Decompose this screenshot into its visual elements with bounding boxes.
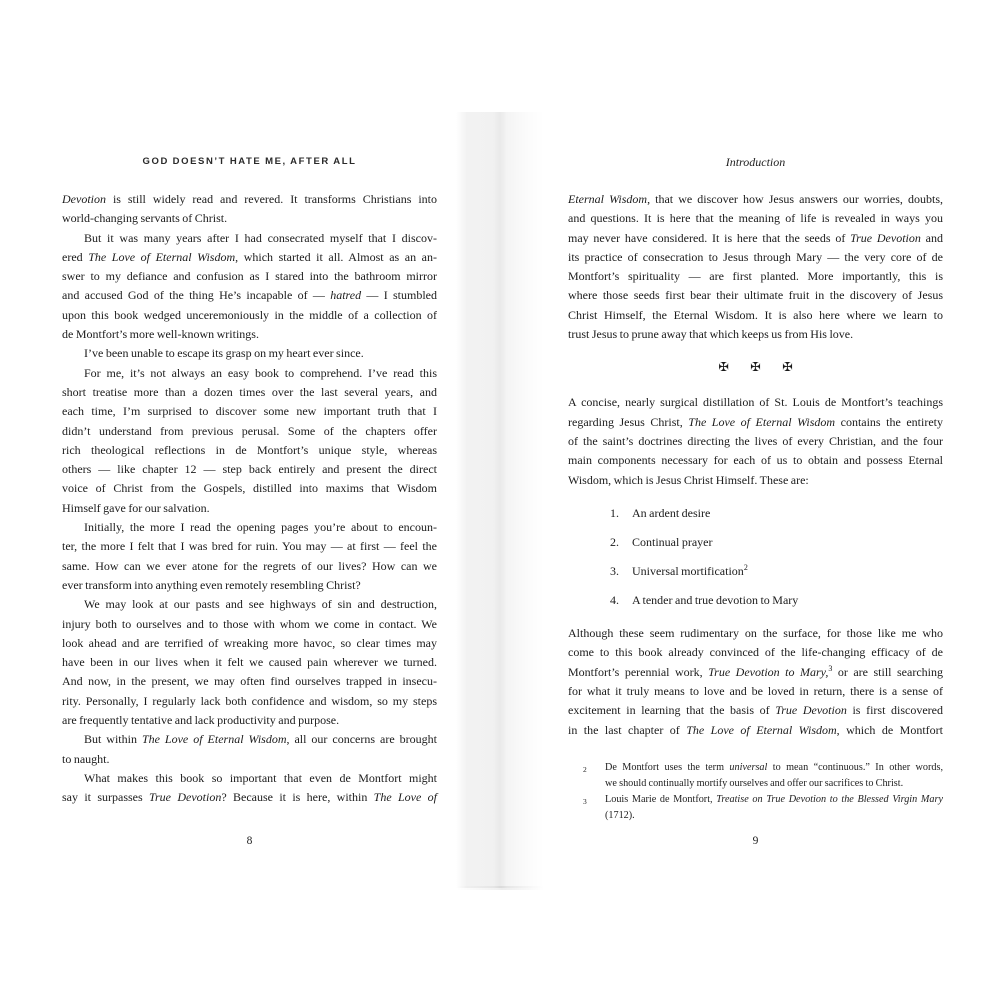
text-line	[62, 557, 437, 576]
text-line	[62, 306, 437, 325]
text-line	[568, 267, 943, 286]
book-gutter-shadow	[456, 112, 544, 888]
text: , all our concerns are brought	[286, 732, 437, 747]
text: Himself gave for our salvation.	[62, 500, 210, 515]
footnote-reference: 3	[828, 663, 833, 673]
text: We may look at our pasts and see highways of sin and destruction,	[84, 597, 437, 612]
text: , which de Montfort	[836, 722, 943, 737]
text-line	[605, 792, 943, 808]
text-line	[62, 344, 437, 363]
italic-text: True Devotion	[850, 230, 921, 245]
text-line	[568, 721, 943, 740]
paragraph	[62, 518, 437, 595]
text-line	[568, 306, 943, 325]
text-line	[62, 209, 437, 228]
text: excitement in learning that the basis of	[568, 703, 776, 718]
text: upon this book wedged unceremoniously in the middle of a collection of	[62, 307, 437, 322]
text-line	[62, 788, 437, 807]
text: ever transform into anything even remotely resembling Christ?	[62, 577, 361, 592]
text-line	[62, 479, 437, 498]
paragraph	[62, 769, 437, 808]
list-item-number: 4.	[610, 592, 619, 607]
text: regarding Jesus Christ,	[568, 414, 689, 429]
text: Although these seem rudimentary on the surface, for those like me who	[568, 626, 943, 641]
list-item	[568, 591, 943, 610]
paragraph	[62, 595, 437, 730]
text-line	[568, 413, 943, 432]
text-line	[62, 422, 437, 441]
text: Universal mortification	[632, 563, 744, 578]
text-line	[568, 286, 943, 305]
list-item-number: 1.	[610, 505, 619, 520]
italic-text: True Devotion to Mary,	[708, 664, 829, 679]
text: ered	[62, 249, 89, 264]
paragraph	[62, 364, 437, 518]
text-line	[62, 364, 437, 383]
text-line	[62, 576, 437, 595]
text-line	[62, 499, 437, 518]
text: is still widely read and revered. It transforms Christians into	[106, 192, 437, 206]
text-line	[568, 209, 943, 228]
italic-text: True Devotion	[775, 703, 847, 718]
text: A concise, nearly surgical distillation of St. Louis de Montfort’s teachings	[568, 395, 943, 410]
text: Wisdom, which is Jesus Christ Himself. These are:	[568, 472, 809, 487]
text: didn’t understand from previous perusal. Some of the chapters offer	[62, 423, 437, 438]
italic-text: universal	[729, 761, 768, 773]
text: is first discovered	[846, 703, 943, 718]
italic-text: Treatise on True Devotion to the Blessed Virgin Mary	[716, 793, 943, 805]
text-line	[568, 190, 943, 209]
text-line	[568, 471, 943, 490]
text: — I stumbled	[361, 288, 437, 303]
right-page	[568, 155, 943, 885]
text: (1712).	[605, 809, 635, 821]
text-line	[62, 286, 437, 305]
italic-text: The Love of Eternal Wisdom	[141, 732, 287, 747]
text-line	[62, 692, 437, 711]
text: I’ve been unable to escape its grasp on my heart ever since.	[84, 346, 364, 361]
text-line	[568, 393, 943, 412]
text-line	[62, 653, 437, 672]
text: for what it truly means to love and be loved in return, there is a sense of	[568, 684, 943, 698]
text-line	[568, 624, 943, 643]
footnote	[568, 760, 943, 792]
text: main components necessary for each of us to obtain and possess Eternal	[568, 453, 943, 468]
left-page-body	[62, 190, 437, 808]
text: rich theological reflections in de Montfort’s unique style, whereas	[62, 442, 437, 457]
text: where those seeds first bear their ultimate fruit in the discovery of Jesus	[568, 288, 943, 303]
text-line	[568, 248, 943, 267]
list-item	[568, 533, 943, 552]
text-line	[568, 325, 943, 344]
right-page-body-bottom	[568, 624, 943, 740]
text: trust Jesus to prune away that which keeps us from His love.	[568, 327, 854, 342]
text: of the saint’s doctrines directing the lives of every Christian, and the four	[568, 433, 943, 448]
text: ? Because it is here, within	[221, 790, 374, 805]
text: come to this book already convinced of the life-changing efficacy of de	[568, 645, 943, 660]
left-page	[62, 155, 437, 885]
text-line	[568, 701, 943, 720]
text-line	[62, 441, 437, 460]
footnote-marker: 2	[583, 764, 587, 774]
paragraph	[568, 624, 943, 740]
text: may never have considered. It is here that the seeds of	[568, 230, 851, 245]
text: to mean “continuous.” In other words,	[767, 761, 944, 773]
right-page-body-middle	[568, 393, 943, 489]
text: and questions. It is here that the meaning of life is revealed in ways you	[568, 211, 943, 226]
text: same. How can we ever atone for the regrets of our lives? How can we	[62, 558, 437, 573]
list-item-text	[632, 504, 943, 523]
text: short treatise more than a dozen times over the last several years, and	[62, 384, 437, 399]
italic-text: The Love of	[373, 790, 437, 805]
italic-text: The Love of Eternal Wisdom	[688, 414, 836, 429]
text-line	[62, 460, 437, 479]
text-line	[62, 615, 437, 634]
text: For me, it’s not always an easy book to comprehend. I’ve read this	[84, 365, 437, 380]
text: say it surpasses	[62, 790, 149, 805]
list-item-text	[632, 533, 943, 552]
numbered-list	[568, 504, 943, 610]
text-line	[62, 229, 437, 248]
text: Initially, the more I read the opening pages you’re about to encoun-	[84, 520, 437, 535]
italic-text: hatred	[330, 288, 362, 303]
text: de Montfort’s more well-known writings.	[62, 327, 259, 342]
text-line	[568, 432, 943, 451]
text-line	[62, 402, 437, 421]
text-line	[62, 672, 437, 691]
paragraph	[62, 730, 437, 769]
list-item-number: 2.	[610, 534, 619, 549]
text-line	[62, 537, 437, 556]
text: Louis Marie de Montfort,	[605, 793, 717, 805]
text-line	[62, 383, 437, 402]
right-page-body-top	[568, 190, 943, 344]
text: But within	[84, 732, 142, 747]
text: , which started it all. Almost as an an-	[235, 249, 437, 264]
text-line	[605, 808, 943, 824]
text-line	[62, 267, 437, 286]
text-line	[568, 682, 943, 701]
section-break-crosses: ✠ ✠ ✠	[718, 359, 802, 375]
right-page-number: 9	[752, 835, 759, 847]
text: A tender and true devotion to Mary	[632, 592, 799, 607]
text: And now, in the present, we may often find ourselves trapped in insecu-	[62, 674, 437, 689]
text-line	[62, 325, 437, 344]
text: Christ Himself, the Eternal Wisdom. It is also here where we learn to	[568, 307, 943, 322]
list-item-text	[632, 562, 943, 581]
text-line	[62, 190, 437, 209]
italic-text: True Devotion	[149, 790, 222, 805]
paragraph	[62, 190, 437, 229]
text: But it was many years after I had consecrated myself that I discov-	[84, 230, 437, 245]
text-line	[62, 711, 437, 730]
text: its practice of consecration to Jesus through Mary — the very core of de	[568, 249, 943, 264]
text: contains the entirety	[835, 414, 943, 429]
text: and	[920, 230, 943, 245]
list-item-text	[632, 591, 943, 610]
text: , that we discover how Jesus answers our worries, doubts,	[647, 192, 943, 206]
text: voice of Christ from the Gospels, distilled into maxims that Wisdom	[62, 481, 437, 496]
text-line	[568, 663, 943, 682]
text-line	[62, 730, 437, 749]
left-running-head: GOD DOESN’T HATE ME, AFTER ALL	[142, 156, 357, 167]
footnote	[568, 792, 943, 824]
paragraph	[62, 229, 437, 345]
list-item	[568, 504, 943, 523]
italic-text: Devotion	[62, 192, 106, 206]
text: Montfort’s spirituality — are first planted. More importantly, this is	[568, 269, 943, 284]
list-item-number: 3.	[610, 563, 619, 578]
list-item	[568, 562, 943, 581]
footnote-text	[605, 792, 943, 824]
text-line	[568, 451, 943, 470]
text: De Montfort uses the term	[605, 761, 730, 773]
footnote-reference: 2	[743, 562, 748, 572]
text: Continual prayer	[632, 534, 713, 549]
text-line	[62, 248, 437, 267]
italic-text: The Love of Eternal Wisdom	[686, 722, 837, 737]
text: Montfort’s perennial work,	[568, 664, 709, 679]
text-line	[62, 595, 437, 614]
text-line	[62, 518, 437, 537]
text: look ahead and are terrified of wreaking more havoc, so clear times may	[62, 635, 437, 650]
text: An ardent desire	[632, 505, 711, 520]
text: ter, the more I felt that I was bred for ruin. You may — at first — feel the	[62, 539, 437, 554]
text: and accused God of the thing He’s incapable of —	[62, 288, 331, 303]
text: rity. Personally, I regularly lack both confidence and wisdom, so my steps	[62, 693, 437, 708]
italic-text: Eternal Wisdom	[568, 192, 648, 206]
text-line	[568, 643, 943, 662]
right-running-head: Introduction	[725, 155, 786, 169]
text: What makes this book so important that even de Montfort might	[84, 770, 437, 785]
text: are frequently tentative and lack productivity and purpose.	[62, 713, 340, 728]
paragraph	[568, 190, 943, 344]
text: each time, I’m surprised to discover some new important truth that I	[62, 404, 437, 419]
text-line	[62, 769, 437, 788]
footnote-text	[605, 760, 943, 792]
paragraph	[62, 344, 437, 363]
text: injury both to ourselves and to those with whom we come in contact. We	[62, 616, 437, 631]
left-page-number: 8	[246, 835, 253, 847]
italic-text: The Love of Eternal Wisdom	[88, 249, 236, 264]
text: in the last chapter of	[568, 722, 687, 737]
text: have been in our lives when it felt we caused pain wherever we turned.	[62, 655, 437, 670]
text: others — like chapter 12 — step back entirely and present the direct	[62, 462, 437, 477]
text: swer to my defiance and confusion as I stared into the bathroom mirror	[62, 269, 437, 284]
text: or are still searching	[832, 664, 943, 679]
text-line	[605, 760, 943, 776]
footnotes	[568, 760, 943, 824]
text-line	[568, 229, 943, 248]
text-line	[62, 634, 437, 653]
paragraph	[568, 393, 943, 489]
footnote-marker: 3	[583, 796, 587, 806]
text: we should continually mortify ourselves and offer our sacrifices to Christ.	[605, 777, 904, 789]
text-line	[605, 776, 943, 792]
text: world-changing servants of Christ.	[62, 211, 228, 226]
text-line	[62, 750, 437, 769]
text: to naught.	[62, 751, 110, 766]
